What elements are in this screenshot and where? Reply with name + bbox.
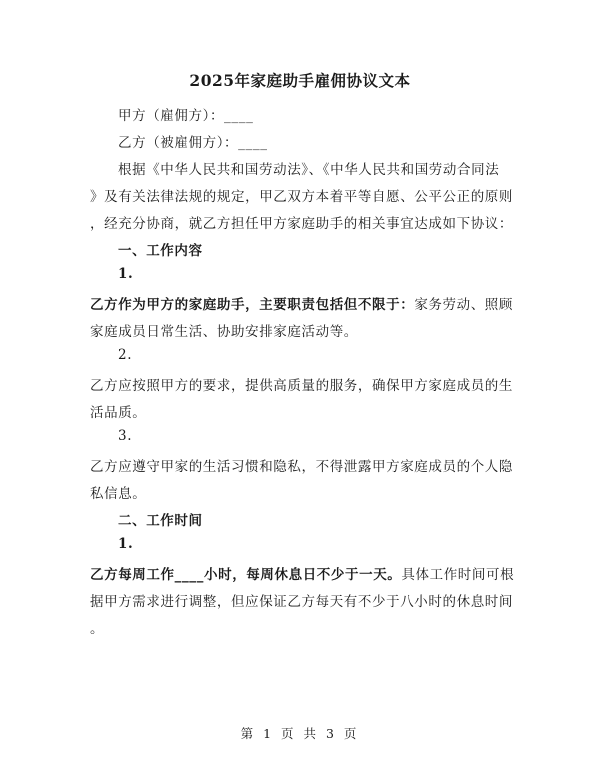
clause-text	[90, 293, 513, 313]
party-a-line: 甲方（雇佣方）：____	[118, 108, 254, 124]
clause-text-continued: 具体工作时间可根	[401, 567, 515, 583]
section-heading-work-content: 一、工作内容	[118, 243, 203, 259]
clause-bold-text: 乙方作为甲方的家庭助手，主要职责包括但不限于：	[90, 297, 415, 313]
clause-text: 。	[90, 621, 105, 637]
clause-text	[90, 563, 514, 583]
clause-text: 家庭成员日常生活、协助安排家庭活动等。	[90, 324, 358, 340]
clause-text: 活品质。	[90, 405, 147, 421]
clause-text: 私信息。	[90, 486, 147, 502]
clause-number: 1.	[118, 266, 134, 282]
section-heading-work-time: 二、工作时间	[118, 513, 203, 529]
page-footer: 第 1 页 共 3 页	[240, 726, 360, 741]
clause-text: 乙方应按照甲方的要求，提供高质量的服务，确保甲方家庭成员的生	[90, 378, 513, 394]
clause-number: 3.	[118, 428, 133, 444]
document-title: 2025年家庭助手雇佣协议文本	[189, 71, 411, 90]
intro-line: 根据《中华人民共和国劳动法》、《中华人民共和国劳动合同法	[118, 162, 500, 178]
clause-number: 2.	[118, 347, 133, 363]
clause-bold-text: 乙方每周工作____小时，每周休息日不少于一天。	[90, 567, 402, 583]
intro-line: ，经充分协商，就乙方担任甲方家庭助手的相关事宜达成如下协议：	[90, 216, 513, 232]
clause-text: 据甲方需求进行调整，但应保证乙方每天有不少于八小时的休息时间	[90, 594, 513, 610]
clause-text: 乙方应遵守甲家的生活习惯和隐私，不得泄露甲方家庭成员的个人隐	[90, 459, 513, 475]
intro-line: 》及有关法律法规的规定，甲乙双方本着平等自愿、公平公正的原则	[90, 189, 513, 205]
clause-number: 1.	[118, 536, 134, 552]
clause-text-continued: 家务劳动、照顾	[414, 297, 514, 313]
party-b-line: 乙方（被雇佣方）：____	[118, 135, 268, 151]
